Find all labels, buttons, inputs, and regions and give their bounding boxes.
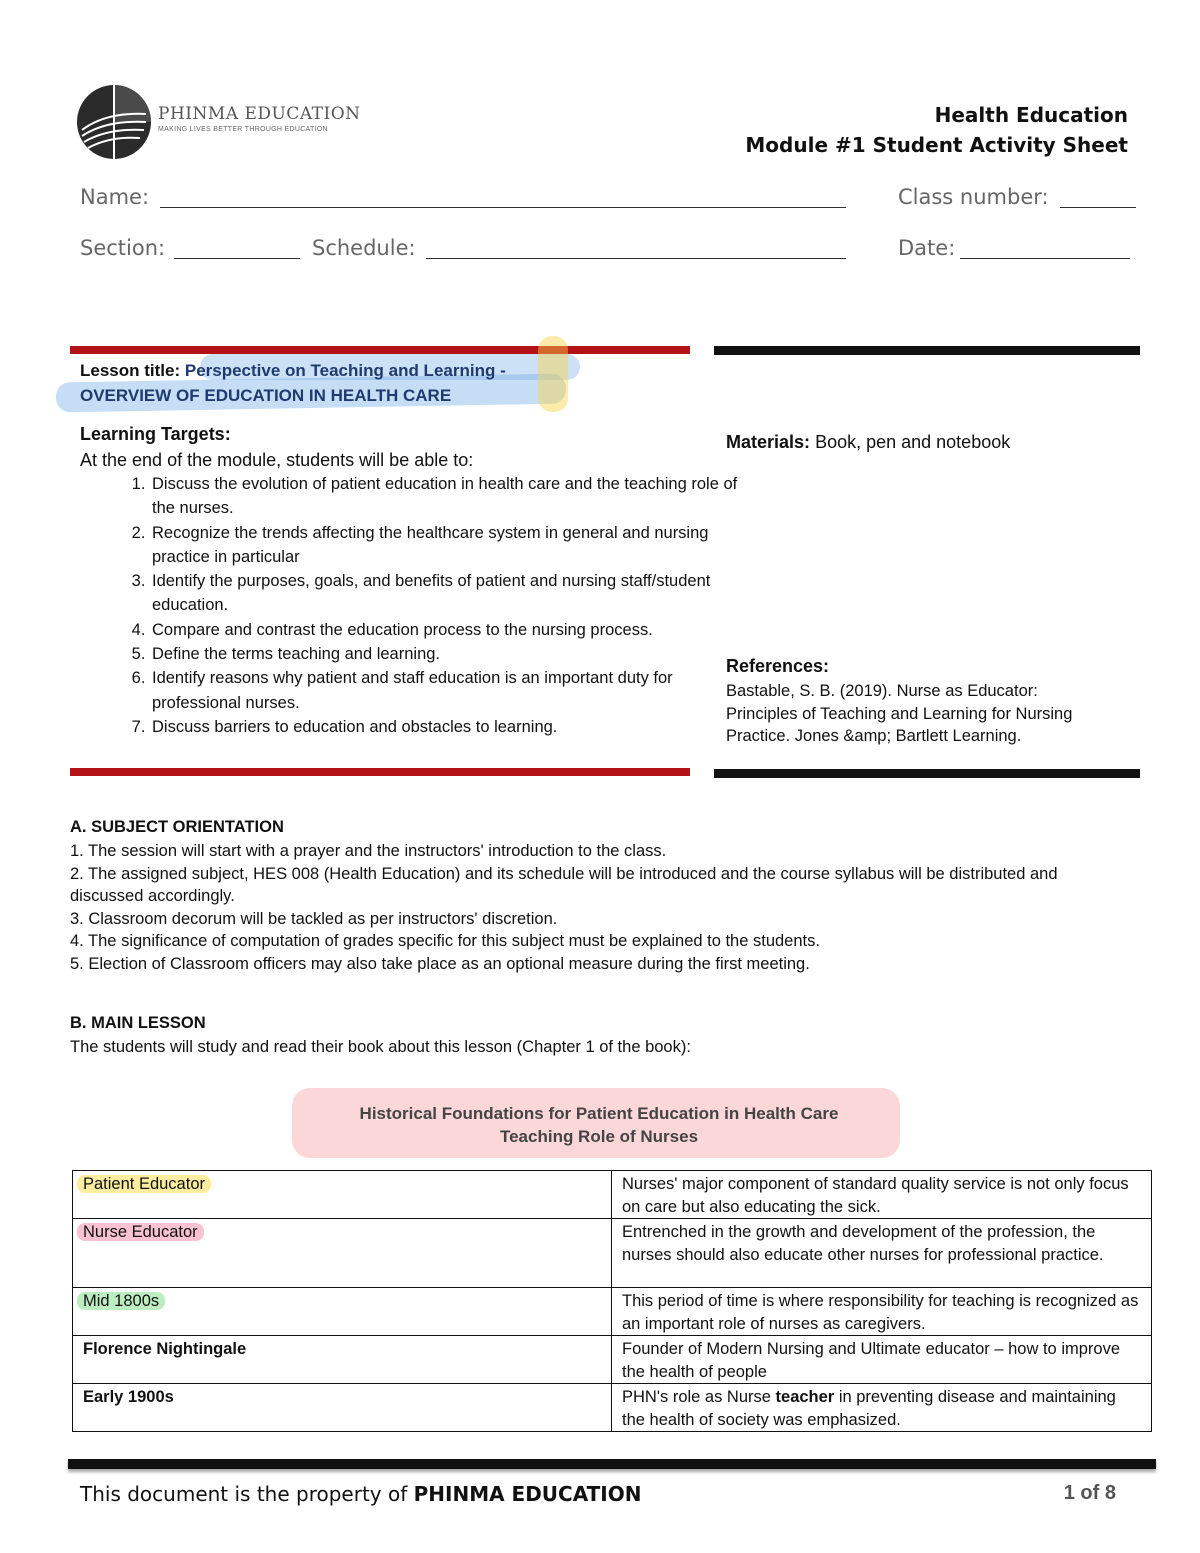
section-a-item: 1. The session will start with a prayer and the instructors' introduction to the class. — [70, 842, 667, 860]
section-a-list — [70, 840, 1130, 976]
table-row — [73, 1288, 1152, 1336]
target-item: 2. Recognize the trends affecting the healthcare system in general and nursing practice in particular — [150, 521, 750, 570]
targets-intro: At the end of the module, students will be able to: — [80, 450, 474, 470]
table-row — [73, 1171, 1152, 1219]
footer-brand: PHINMA EDUCATION — [413, 1482, 642, 1506]
date-label: Date: — [898, 236, 956, 260]
section-a-item: 3. Classroom decorum will be tackled as per instructors' discretion. — [70, 909, 558, 928]
section-a-heading: A. SUBJECT ORIENTATION — [70, 818, 284, 836]
materials-top-bar — [714, 346, 1140, 355]
term-patient-educator: Patient Educator — [77, 1175, 211, 1193]
table-title-line2: Teaching Role of Nurses — [499, 1127, 699, 1146]
date-field[interactable] — [960, 258, 1130, 259]
target-item: 6. Identify reasons why patient and staff education is an important duty for professional nurses. — [150, 666, 750, 715]
logo-name: PHINMA EDUCATION — [158, 104, 361, 124]
class-number-label: Class number: — [898, 185, 1049, 209]
table-title-line1: Historical Foundations for Patient Education in Health Care — [359, 1104, 839, 1123]
table-cell-desc: Nurses' major component of standard quality service is not only focus on care but also educating the sick. — [612, 1171, 1152, 1219]
lesson-title-part1: Perspective on Teaching and Learning - — [184, 361, 506, 380]
sheet-title: Module #1 Student Activity Sheet — [745, 133, 1128, 157]
lesson-bottom-bar — [70, 768, 690, 776]
term-nurse-educator: Nurse Educator — [77, 1223, 204, 1241]
table-cell-term — [73, 1171, 612, 1219]
table-title — [200, 1102, 998, 1148]
table-cell-term — [73, 1288, 612, 1336]
section-a-item: 2. The assigned subject, HES 008 (Health Education) and its schedule will be introduced and the course syllabus will be distributed and discussed accordingly. — [70, 864, 1058, 906]
references-text: Bastable, S. B. (2019). Nurse as Educator: Principles of Teaching and Learning for Nursing Practice. Jones &amp; Bartlett Learning. — [726, 682, 1073, 745]
section-a-item: 4. The significance of computation of grades specific for this subject must be explained to the students. — [70, 932, 820, 951]
target-item: 5. Define the terms teaching and learning. — [150, 642, 750, 666]
references-heading: References: — [726, 656, 830, 676]
table-cell-term: Early 1900s — [73, 1384, 612, 1432]
targets-list — [80, 472, 750, 739]
materials — [726, 432, 1010, 453]
table-cell-desc — [612, 1384, 1152, 1432]
course-title: Health Education — [934, 103, 1128, 127]
schedule-field[interactable] — [426, 258, 846, 259]
lesson-top-bar — [70, 346, 690, 354]
section-b-heading: B. MAIN LESSON — [70, 1014, 206, 1032]
table-row — [73, 1336, 1152, 1384]
table-cell-desc: Entrenched in the growth and development of the profession, the nurses should also educate other nurses for professional practice. — [612, 1219, 1152, 1288]
footer-bar — [68, 1459, 1156, 1469]
target-item: 1. Discuss the evolution of patient education in health care and the teaching role of the nurses. — [150, 472, 750, 521]
page-number: 1 of 8 — [1063, 1482, 1116, 1504]
desc-pre: PHN's role as Nurse — [622, 1388, 776, 1406]
materials-label: Materials: — [726, 432, 811, 452]
lesson-title-part2: OVERVIEW OF EDUCATION IN HEALTH CARE — [80, 386, 452, 405]
desc-bold: teacher — [775, 1388, 835, 1406]
term-mid-1800s: Mid 1800s — [77, 1292, 165, 1310]
name-field[interactable] — [160, 207, 846, 208]
target-item: 4. Compare and contrast the education process to the nursing process. — [150, 618, 750, 642]
materials-text: Book, pen and notebook — [815, 432, 1011, 452]
table-cell-term — [73, 1219, 612, 1288]
target-item: 7. Discuss barriers to education and obstacles to learning. — [150, 715, 750, 739]
table-row — [73, 1219, 1152, 1288]
section-b-intro: The students will study and read their book about this lesson (Chapter 1 of the book): — [70, 1038, 691, 1056]
targets-heading: Learning Targets: — [80, 424, 231, 444]
section-a-item: 5. Election of Classroom officers may also take place as an optional measure during the first meeting. — [70, 954, 810, 973]
section-field[interactable] — [174, 258, 300, 259]
logo-tagline: MAKING LIVES BETTER THROUGH EDUCATION — [158, 126, 328, 133]
table-cell-term: Florence Nightingale — [73, 1336, 612, 1384]
class-number-field[interactable] — [1060, 207, 1136, 208]
footer-text-pre: This document is the property of — [80, 1482, 414, 1506]
section-label: Section: — [80, 236, 166, 260]
lesson-title — [80, 358, 680, 408]
schedule-label: Schedule: — [312, 236, 416, 260]
table-row — [73, 1384, 1152, 1432]
table-cell-desc: Founder of Modern Nursing and Ultimate educator – how to improve the health of people — [612, 1336, 1152, 1384]
footer-text — [80, 1482, 641, 1506]
history-table — [72, 1170, 1152, 1432]
table-cell-desc: This period of time is where responsibility for teaching is recognized as an important role of nurses as caregivers. — [612, 1288, 1152, 1336]
materials-bottom-bar — [714, 769, 1140, 778]
desc-post: in preventing disease and maintaining the health of society was emphasized. — [622, 1388, 1116, 1429]
lesson-title-label: Lesson title: — [80, 361, 181, 380]
header-title — [745, 100, 1128, 160]
name-label: Name: — [80, 185, 150, 209]
target-item: 3. Identify the purposes, goals, and benefits of patient and nursing staff/student education. — [150, 569, 750, 618]
